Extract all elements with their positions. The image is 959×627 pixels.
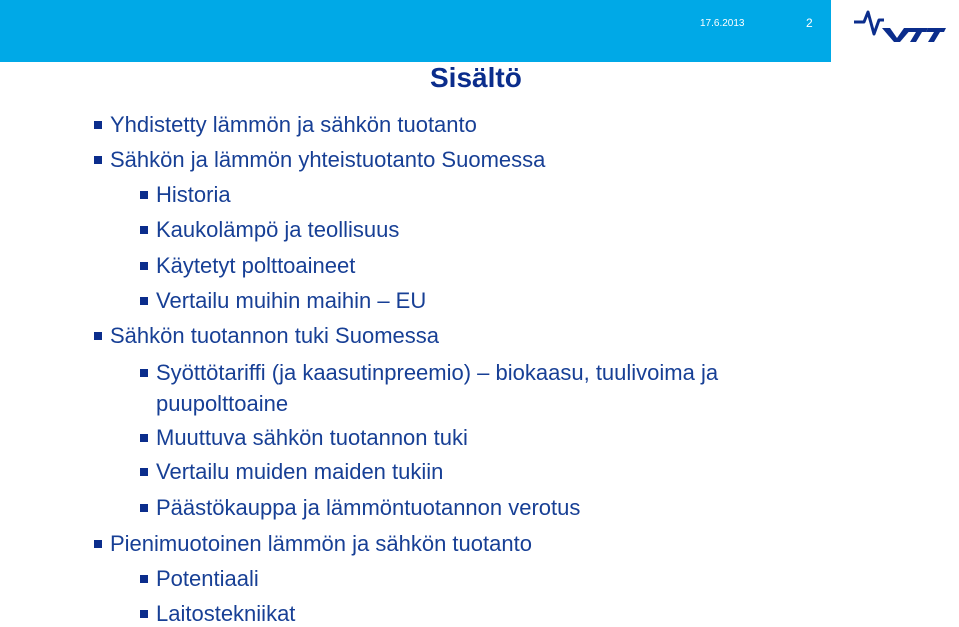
list-item: Yhdistetty lämmön ja sähkön tuotanto	[110, 112, 477, 137]
header-blue-band	[0, 0, 831, 62]
list-item: Sähkön tuotannon tuki Suomessa	[110, 323, 440, 348]
bullet-icon	[94, 332, 102, 340]
sub-list-item: Vertailu muihin maihin – EU	[156, 288, 427, 313]
header-bar	[0, 0, 959, 62]
sub-list-item: Potentiaali	[156, 566, 259, 591]
bullet-icon	[94, 156, 102, 164]
page-number: 2	[806, 16, 813, 30]
bullet-icon	[140, 226, 148, 234]
bullet-icon	[140, 610, 148, 618]
sub-list-item: Laitostekniikat	[156, 601, 296, 626]
sub-list-item: Historia	[156, 182, 231, 207]
slide-title: Sisältö	[430, 62, 522, 93]
bullet-icon	[140, 468, 148, 476]
bullet-icon	[94, 540, 102, 548]
bullet-icon	[140, 434, 148, 442]
bullet-icon	[94, 121, 102, 129]
sub-list-item: Käytetyt polttoaineet	[156, 253, 356, 278]
sub-list-item: puupolttoaine	[156, 391, 289, 416]
bullet-icon	[140, 504, 148, 512]
sub-list-item: Syöttötariffi (ja kaasutinpreemio) – biokaasu, tuulivoima ja	[156, 360, 719, 385]
bullet-icon	[140, 369, 148, 377]
bullet-icon	[140, 191, 148, 199]
list-item: Pienimuotoinen lämmön ja sähkön tuotanto	[110, 531, 532, 556]
sub-list-item: Vertailu muiden maiden tukiin	[156, 459, 444, 484]
sub-list-item: Päästökauppa ja lämmöntuotannon verotus	[156, 495, 581, 520]
bullet-icon	[140, 575, 148, 583]
sub-list-item: Muuttuva sähkön tuotannon tuki	[156, 425, 468, 450]
list-item: Sähkön ja lämmön yhteistuotanto Suomessa	[110, 147, 546, 172]
vtt-logo-icon	[852, 8, 946, 44]
slide-date: 17.6.2013	[700, 18, 745, 29]
bullet-icon	[140, 297, 148, 305]
bullet-icon	[140, 262, 148, 270]
sub-list-item: Kaukolämpö ja teollisuus	[156, 217, 400, 242]
